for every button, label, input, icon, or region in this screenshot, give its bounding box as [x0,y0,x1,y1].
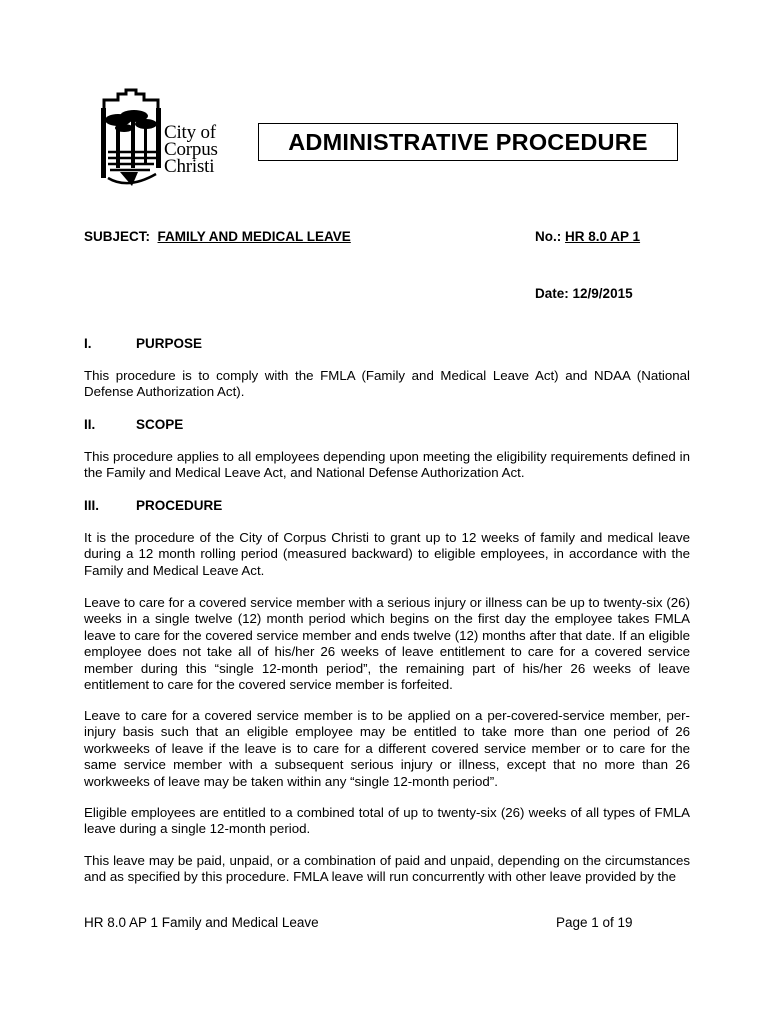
procedure-number [535,229,640,244]
number-value: HR 8.0 AP 1 [565,229,641,244]
city-logo [98,86,228,190]
palm-tree-emblem-icon [98,86,164,190]
section-title-scope: SCOPE [136,417,184,432]
date-label: Date: [535,286,569,301]
procedure-date [535,286,633,301]
section-title-purpose: PURPOSE [136,336,203,351]
section-number-purpose: I. [84,336,92,351]
footer-page-number: Page 1 of 19 [556,915,633,930]
procedure-paragraph-5: This leave may be paid, unpaid, or a combination of paid and unpaid, depending on the circumstances and as specified by this procedure. FMLA leave will run concurrently with other leave provided by the [84,853,690,885]
date-value: 12/9/2015 [572,286,633,301]
section-number-procedure: III. [84,498,100,513]
logo-line-3: Christi [164,156,215,177]
logo-wordmark [164,124,218,175]
section-number-scope: II. [84,417,96,432]
number-label: No.: [535,229,562,244]
subject-line [84,229,351,244]
purpose-paragraph: This procedure is to comply with the FMLA (Family and Medical Leave Act) and NDAA (National Defense Authorization Act). [84,368,690,400]
procedure-paragraph-2: Leave to care for a covered service member with a serious injury or illness can be up to twenty-six (26) weeks in a single twelve (12) month period which begins on the first day the employee takes FMLA leave to care for the covered service member and ends twelve (12) months after that date. If an eligible employee does not take all of his/her 26 weeks of leave entitlement to care for a covered service member during this “single 12-month period”, the remaining part of his/her 26 weeks of leave entitlement to care for the covered service member is forfeited. [84,595,690,693]
subject-value: FAMILY AND MEDICAL LEAVE [157,229,351,244]
logo-line-1: City of [164,122,216,143]
scope-paragraph: This procedure applies to all employees depending upon meeting the eligibility requirements defined in the Family and Medical Leave Act, and National Defense Authorization Act. [84,449,690,481]
footer-document-name: HR 8.0 AP 1 Family and Medical Leave [84,915,319,930]
logo-line-2: Corpus [164,139,218,160]
procedure-paragraph-4: Eligible employees are entitled to a combined total of up to twenty-six (26) weeks of all types of FMLA leave during a single 12-month period. [84,805,690,837]
procedure-paragraph-3: Leave to care for a covered service member is to be applied on a per-covered-service member, per-injury basis such that an eligible employee may be entitled to take more than one period of 26 workweeks of leave if the leave is to care for a different covered service member or to care for the same service member with a subsequent serious injury or illness, except that no more than 26 workweeks of leave may be taken within any “single 12-month period”. [84,708,690,789]
section-title-procedure: PROCEDURE [136,498,223,513]
subject-label: SUBJECT: [84,229,151,244]
document-title: ADMINISTRATIVE PROCEDURE [258,123,678,161]
procedure-paragraph-1: It is the procedure of the City of Corpus Christi to grant up to 12 weeks of family and medical leave during a 12 month rolling period (measured backward) to eligible employees, in accordance with the Family and Medical Leave Act. [84,530,690,578]
